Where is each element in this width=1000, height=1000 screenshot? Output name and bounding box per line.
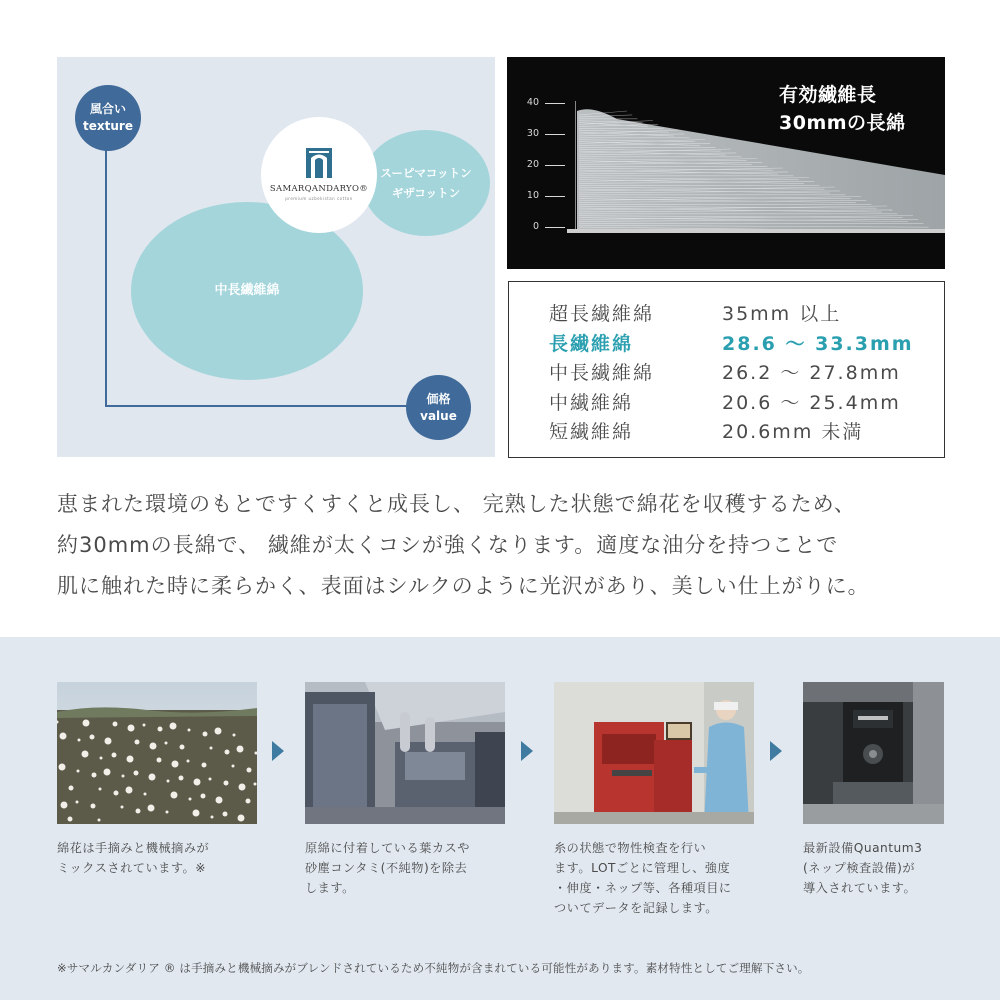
length-class-range: 28.6 ～ 33.3mm <box>722 332 914 355</box>
fiber-length-table <box>508 281 945 458</box>
length-class-name: 中繊維綿 <box>549 391 634 414</box>
length-class-name: 中長繊維綿 <box>549 362 655 384</box>
length-class-range: 35mm 以上 <box>722 303 842 325</box>
logo-wordmark: SAMARQANDARYO® <box>269 184 369 194</box>
process-step-caption: 糸の状態で物性検査を行い ます。LOTごとに管理し、強度 ・伸度・ネップ等、各種項目に ついてデータを記録します。 <box>554 841 732 915</box>
process-step-harvest <box>57 682 262 878</box>
chevron-right-icon <box>521 741 533 761</box>
supima-giza-bubble <box>362 130 490 236</box>
medium-long-fiber-label: 中長繊維綿 <box>214 283 280 298</box>
length-row-long <box>509 329 944 359</box>
tick-label-10: 10 <box>526 190 539 201</box>
length-row-medium <box>509 388 944 418</box>
cotton-field-photo <box>57 682 257 824</box>
lab-inspection-photo <box>554 682 754 824</box>
length-class-name: 長繊維綿 <box>549 332 634 355</box>
process-step-caption: 最新設備Quantum3 (ネップ検査設備)が 導入されています。 <box>803 841 923 895</box>
texture-label-en: texture <box>83 119 133 133</box>
description-paragraph <box>57 484 957 607</box>
tick-label-0: 0 <box>532 221 539 232</box>
samarqandaryo-logo-icon <box>306 148 332 178</box>
description-line: 肌に触れた時に柔らかく、表面はシルクのように光沢があり、美しい仕上がりに。 <box>57 574 870 598</box>
value-label-ja: 価格 <box>426 391 451 406</box>
samarqandaryo-bubble <box>261 117 377 233</box>
chevron-right-icon <box>770 741 782 761</box>
length-row-extra-long <box>509 299 944 329</box>
ruler-line <box>575 101 576 229</box>
tick-mark <box>545 134 565 135</box>
process-step-cleaning <box>305 682 510 898</box>
tick-label-30: 30 <box>526 128 539 139</box>
length-class-range: 26.2 ～ 27.8mm <box>722 362 901 384</box>
tick-mark <box>545 227 565 228</box>
tick-label-40: 40 <box>526 97 539 108</box>
value-axis-badge <box>406 375 471 440</box>
cleaning-machine-photo <box>305 682 505 824</box>
tick-mark <box>545 196 565 197</box>
logo-subtext: premium uzbekistan cotton <box>285 196 353 201</box>
process-step-quantum3 <box>803 682 1000 898</box>
length-row-medium-long <box>509 358 944 388</box>
description-line: 恵まれた環境のもとですくすくと成長し、 完熟した状態で綿花を収穫するため、 <box>57 492 856 516</box>
fiber-length-title <box>779 81 906 137</box>
length-class-range: 20.6mm 未満 <box>722 421 864 443</box>
value-label-en: value <box>420 408 457 423</box>
process-step-inspection <box>554 682 759 918</box>
footnote: ※サマルカンダリア ® は手摘みと機械摘みがブレンドされているため不純物が含まれている可能性があります。素材特性としてご理解下さい。 <box>57 961 810 975</box>
tick-label-20: 20 <box>526 159 539 170</box>
tick-mark <box>545 165 565 166</box>
length-row-short <box>509 417 944 447</box>
process-step-caption: 綿花は手摘みと機械摘みが ミックスされています。※ <box>57 841 210 875</box>
texture-axis-badge <box>75 85 141 151</box>
supima-label: スーピマコットン <box>380 166 472 180</box>
fiber-title-line2: 30mmの長綿 <box>779 112 906 134</box>
texture-label-ja: 風合い <box>89 102 126 116</box>
tick-mark <box>545 103 565 104</box>
process-step-caption: 原綿に付着している葉カスや 砂塵コンタミ(不純物)を除去 します。 <box>305 841 470 895</box>
length-class-name: 短繊維綿 <box>549 421 634 443</box>
fiber-length-photo <box>507 57 945 269</box>
giza-label: ギザコットン <box>391 186 461 200</box>
length-class-range: 20.6 ～ 25.4mm <box>722 391 901 414</box>
length-class-name: 超長繊維綿 <box>549 303 655 325</box>
texture-axis <box>105 124 107 407</box>
fiber-position-chart <box>57 57 495 457</box>
fiber-title-line1: 有効繊維長 <box>779 84 877 106</box>
description-line: 約30mmの長綿で、 繊維が太くコシが強くなります。適度な油分を持つことで <box>57 533 839 557</box>
value-axis <box>105 405 435 407</box>
quantum3-machine-photo <box>803 682 944 824</box>
chevron-right-icon <box>272 741 284 761</box>
process-section <box>0 637 1000 1000</box>
